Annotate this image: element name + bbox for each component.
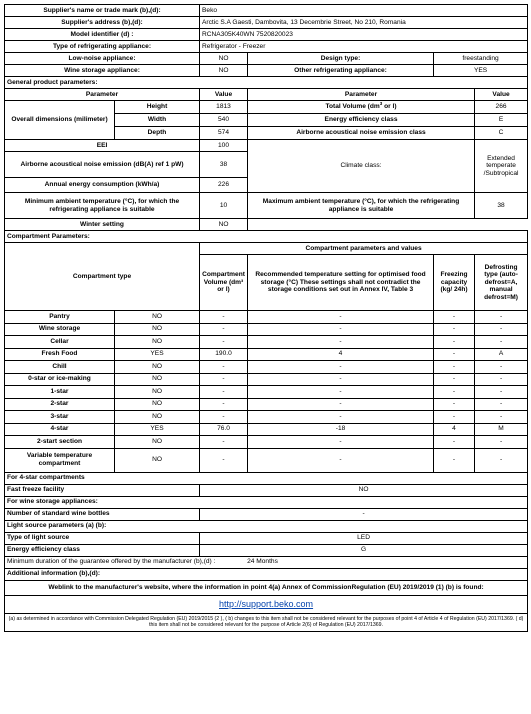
compartment-temp: - — [248, 361, 434, 374]
light-type-value: LED — [200, 532, 528, 544]
compartment-present: NO — [115, 361, 200, 374]
compartment-volume: - — [200, 411, 248, 424]
total-volume-value: 266 — [475, 101, 528, 114]
compartment-freezing: - — [434, 361, 475, 374]
compartment-defrost: - — [475, 448, 528, 472]
wine-storage-value: NO — [200, 65, 248, 77]
annual-energy-label: Annual energy consumption (kWh/a) — [5, 178, 200, 193]
temp-setting-header: Recommended temperature setting for optimised food storage (°C) These settings shall not contradict the storage conditions set out in Annex IV, Table 3 — [248, 255, 434, 311]
total-volume-label: Total Volume ($dm^3$ or l) — [248, 101, 475, 114]
supplier-address-value: Arctic S.A Gaesti, Dambovita, 13 Decembrie Street, No 210, Romania — [200, 17, 528, 29]
wine-storage-label: Wine storage appliance: — [5, 65, 200, 77]
supplier-name-value: Beko — [200, 5, 528, 17]
compartment-name: Variable temperature compartment — [5, 448, 115, 472]
min-ambient-temp-label: Minimum ambient temperature (°C), for which the refrigerating appliance is suitable — [5, 193, 200, 219]
compartment-temp: - — [248, 436, 434, 449]
defrosting-type-header: Defrosting type (auto-defrost=A, manual defrost=M) — [475, 255, 528, 311]
compartment-present: NO — [115, 311, 200, 324]
compartment-present: YES — [115, 348, 200, 361]
low-noise-label: Low-noise appliance: — [5, 53, 200, 65]
max-ambient-temp-label: Maximum ambient temperature (°C), for which the refrigerating appliance is suitable — [248, 193, 475, 219]
height-label: Height — [115, 101, 200, 114]
support-link[interactable]: http://support.beko.com — [219, 598, 314, 609]
compartment-temp: - — [248, 336, 434, 349]
compartment-defrost: M — [475, 423, 528, 436]
wine-bottles-value: - — [200, 508, 528, 520]
table-row — [5, 323, 528, 336]
compartment-name: Chill — [5, 361, 115, 374]
compartment-name: 3-star — [5, 411, 115, 424]
width-label: Width — [115, 114, 200, 127]
compartment-temp: 4 — [248, 348, 434, 361]
winter-setting-value: NO — [200, 219, 248, 231]
min-ambient-temp-value: 10 — [200, 193, 248, 219]
compartment-name: Fresh Food — [5, 348, 115, 361]
product-information-sheet — [4, 4, 527, 632]
compartment-defrost: - — [475, 373, 528, 386]
table-row — [5, 398, 528, 411]
compartment-temp: -18 — [248, 423, 434, 436]
compartment-present: YES — [115, 423, 200, 436]
airborne-noise-label: Airborne acoustical noise emission (dB(A) ref 1 pW) — [5, 152, 200, 178]
compartment-name: Cellar — [5, 336, 115, 349]
compartment-volume: 190.0 — [200, 348, 248, 361]
compartment-temp: - — [248, 398, 434, 411]
compartment-present: NO — [115, 336, 200, 349]
compartment-group-header: Compartment parameters and values — [200, 243, 528, 255]
table-row — [5, 373, 528, 386]
airborne-class-value: C — [475, 127, 528, 140]
guarantee-label: Minimum duration of the guarantee offered by the manufacturer (b),(d) : — [7, 558, 216, 566]
supplier-name-label: Supplier's name or trade mark (b),(d): — [5, 5, 200, 17]
footnote: (a) as determined in accordance with Commission Delegated Regulation (EU) 2019/2015 (2 ), ( b) changes to this item shall not be considered relevant for the purposes of point 4 of Article 4 of Regulation (EU) 2017/1369. ( d) this item shall not be considered relevant for the purpose of Article 2(6) of Regulation (EU) 2017/1369. — [5, 613, 528, 631]
eei-value: 100 — [200, 140, 248, 152]
compartment-volume: - — [200, 323, 248, 336]
compartment-freezing: 4 — [434, 423, 475, 436]
compartment-present: NO — [115, 448, 200, 472]
compartment-freezing: - — [434, 448, 475, 472]
low-noise-value: NO — [200, 53, 248, 65]
table-row — [5, 386, 528, 399]
overall-dimensions-label: Overall dimensions (milimeter) — [5, 101, 115, 140]
four-star-title: For 4-star compartments — [5, 472, 528, 484]
compartment-freezing: - — [434, 311, 475, 324]
compartment-defrost: - — [475, 398, 528, 411]
other-refrigerating-value: YES — [434, 65, 528, 77]
compartment-volume: - — [200, 336, 248, 349]
wine-bottles-label: Number of standard wine bottles — [5, 508, 200, 520]
fast-freeze-label: Fast freeze facility — [5, 484, 200, 496]
compartment-name: 4-star — [5, 423, 115, 436]
eei-label: EEI — [5, 140, 200, 152]
table-row — [5, 348, 528, 361]
compartment-volume: - — [200, 398, 248, 411]
depth-label: Depth — [115, 127, 200, 140]
compartment-name: Wine storage — [5, 323, 115, 336]
compartment-temp: - — [248, 448, 434, 472]
param-header-left: Parameter — [5, 89, 200, 101]
fast-freeze-value: NO — [200, 484, 528, 496]
compartment-type-header: Compartment type — [5, 243, 200, 311]
winter-setting-label: Winter setting — [5, 219, 200, 231]
compartment-freezing: - — [434, 373, 475, 386]
max-ambient-temp-value: 38 — [475, 193, 528, 219]
other-refrigerating-label: Other refrigerating appliance: — [248, 65, 434, 77]
compartment-present: NO — [115, 386, 200, 399]
compartment-name: 1-star — [5, 386, 115, 399]
value-header-left: Value — [200, 89, 248, 101]
blank-cell — [248, 219, 528, 231]
param-header-right: Parameter — [248, 89, 475, 101]
model-identifier-label: Model identifier (d) : — [5, 29, 200, 41]
compartment-volume: - — [200, 436, 248, 449]
model-identifier-value: RCNA305K40WN 7520820023 — [200, 29, 528, 41]
compartment-freezing: - — [434, 386, 475, 399]
table-row — [5, 311, 528, 324]
weblink-cell — [5, 595, 528, 613]
compartment-defrost: - — [475, 411, 528, 424]
weblink-description: Weblink to the manufacturer's website, where the information in point 4(a) Annex of CommissionRegulation (EU) 2019/2019 (1) (b) is found: — [5, 580, 528, 595]
compartment-defrost: - — [475, 311, 528, 324]
compartment-parameters-title: Compartment Parameters: — [5, 231, 528, 243]
depth-value: 574 — [200, 127, 248, 140]
compartment-freezing: - — [434, 436, 475, 449]
compartment-defrost: - — [475, 336, 528, 349]
compartment-volume: - — [200, 311, 248, 324]
compartment-temp: - — [248, 373, 434, 386]
width-value: 540 — [200, 114, 248, 127]
design-type-label: Design type: — [248, 53, 434, 65]
additional-info-title: Additional information (b),(d): — [5, 568, 528, 580]
compartment-freezing: - — [434, 348, 475, 361]
annual-energy-value: 226 — [200, 178, 248, 193]
guarantee-value: 24 Months — [247, 558, 278, 566]
compartment-volume: - — [200, 448, 248, 472]
info-table — [4, 4, 528, 632]
compartment-defrost: A — [475, 348, 528, 361]
compartment-defrost: - — [475, 361, 528, 374]
compartment-present: NO — [115, 436, 200, 449]
compartment-volume: - — [200, 386, 248, 399]
table-row — [5, 448, 528, 472]
compartment-freezing: - — [434, 323, 475, 336]
compartment-present: NO — [115, 411, 200, 424]
compartment-defrost: - — [475, 436, 528, 449]
compartment-freezing: - — [434, 411, 475, 424]
compartment-defrost: - — [475, 323, 528, 336]
energy-class-label: Energy efficiency class — [248, 114, 475, 127]
light-section-title: Light source parameters (a) (b): — [5, 520, 528, 532]
wine-section-title: For wine storage appliances: — [5, 496, 528, 508]
compartment-temp: - — [248, 323, 434, 336]
compartment-freezing: - — [434, 398, 475, 411]
general-parameters-title: General product parameters: — [5, 77, 528, 89]
compartment-volume: 76.0 — [200, 423, 248, 436]
climate-class-label: Climate class: — [248, 140, 475, 193]
compartment-volume: - — [200, 373, 248, 386]
supplier-address-label: Supplier's address (b),(d): — [5, 17, 200, 29]
compartment-temp: - — [248, 411, 434, 424]
energy-class-value: E — [475, 114, 528, 127]
table-row — [5, 361, 528, 374]
compartment-present: NO — [115, 398, 200, 411]
value-header-right: Value — [475, 89, 528, 101]
compartment-present: NO — [115, 373, 200, 386]
volume-header: Compartment Volume (dm³ or l) — [200, 255, 248, 311]
table-row — [5, 423, 528, 436]
table-row — [5, 411, 528, 424]
freezing-capacity-header: Freezing capacity (kg/ 24h) — [434, 255, 475, 311]
compartment-name: 0-star or ice-making — [5, 373, 115, 386]
airborne-class-label: Airborne acoustical noise emission class — [248, 127, 475, 140]
light-energy-class-label: Energy efficiency class — [5, 544, 200, 556]
compartment-defrost: - — [475, 386, 528, 399]
design-type-value: freestanding — [434, 53, 528, 65]
compartment-name: 2-start section — [5, 436, 115, 449]
table-row — [5, 336, 528, 349]
climate-class-value: Extended temperate /Subtropical — [475, 140, 528, 193]
compartment-volume: - — [200, 361, 248, 374]
height-value: 1813 — [200, 101, 248, 114]
compartment-temp: - — [248, 386, 434, 399]
appliance-type-value: Refrigerator - Freezer — [200, 41, 528, 53]
compartment-name: Pantry — [5, 311, 115, 324]
compartment-temp: - — [248, 311, 434, 324]
compartment-freezing: - — [434, 336, 475, 349]
light-energy-class-value: G — [200, 544, 528, 556]
airborne-noise-value: 38 — [200, 152, 248, 178]
compartment-present: NO — [115, 323, 200, 336]
table-row — [5, 436, 528, 449]
guarantee-row — [5, 556, 528, 568]
light-type-label: Type of light source — [5, 532, 200, 544]
appliance-type-label: Type of refrigerating appliance: — [5, 41, 200, 53]
compartment-name: 2-star — [5, 398, 115, 411]
